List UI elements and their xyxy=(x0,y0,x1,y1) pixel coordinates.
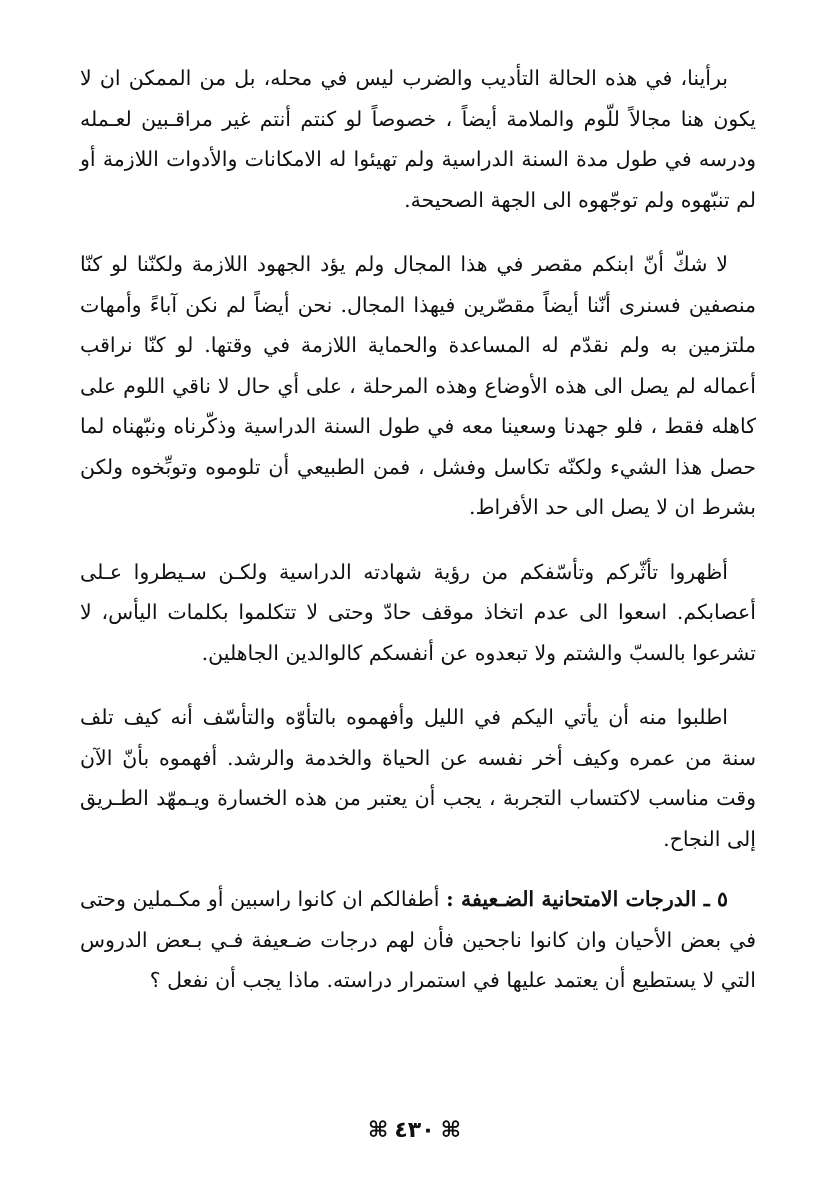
paragraph-3: أظهروا تأثّركم وتأسّفكم من رؤية شهادته الدراسية ولكـن سـيطروا عـلى أعصابكم. اسعوا الى عدم اتخاذ موقف حادّ وحتى لا تتكلموا بكلمات اليأس، لا تشرعوا بالسبّ والشتم ولا تبعدوه عن أنفسكم كالوالدين الجاهلين. xyxy=(80,559,756,665)
page-footer xyxy=(0,1118,829,1143)
page-number: ٤٣٠ xyxy=(394,1118,435,1143)
section-5-heading: ٥ ـ الدرجات الامتحانية الضـعيفة : xyxy=(446,887,728,911)
footer-mark-icon: ⌘ xyxy=(440,1118,462,1143)
paragraph-2: لا شكّ أنّ ابنكم مقصر في هذا المجال ولم يؤد الجهود اللازمة ولكنّنا لو كنّا منصفين فسنرى أنّنا أيضاً مقصّرين فيهذا المجال. نحن أيضاً لم نكن آباءً وأمهات ملتزمين به ولم نقدّم له المساعدة والحماية اللازمة في وقتها. لو كنّا نراقب أعماله لم يصل الى هذه الأوضاع وهذه المرحلة ، على أي حال لا ناقي اللوم على كاهله فقط ، فلو جهدنا وسعينا معه في طول السنة الدراسية وذكّرناه ونبّهناه لما حصل هذا الشيء ولكنّه تكاسل وفشل ، فمن الطبيعي أن تلوموه وتوبِّخوه ولكن بشرط ان لا يصل الى حد الأفراط. xyxy=(80,252,756,519)
paragraph-4: اطلبوا منه أن يأتي اليكم في الليل وأفهموه بالتأوّه والتأسّف أنه كيف تلف سنة من عمره وكيف أخر نفسه عن الحياة والخدمة والرشد. أفهموه بأنّ الآن وقت مناسب لاكتساب التجربة ، يجب أن يعتبر من هذه الخسارة ويـمهّد الطـريق إلى النجاح. xyxy=(80,705,756,851)
section-5-text: أطفالكم ان كانوا راسبين أو مكـملين وحتى في بعض الأحيان وان كانوا ناجحين فأن لهم درجات ضـعيفة فـي بـعض الدروس التي لا يستطيع أن يعتمد عليها في استمرار دراسته. ماذا يجب أن نفعل ؟ xyxy=(80,887,756,992)
footer-mark-icon: ⌘ xyxy=(367,1118,389,1143)
section-5-paragraph xyxy=(80,879,756,1001)
page-body xyxy=(80,58,756,1025)
paragraph-1: برأينا، في هذه الحالة التأديب والضرب ليس في محله، بل من الممكن ان لا يكون هنا مجالاً للّوم والملامة أيضاً ، خصوصاً لو كنتم أنتم غير مراقـبين لعـمله ودرسه في طول مدة السنة الدراسية ولم تهيئوا له الامكانات والأدوات اللازمة أو لم تنبّهوه ولم توجّهوه الى الجهة الصحيحة. xyxy=(80,66,756,212)
